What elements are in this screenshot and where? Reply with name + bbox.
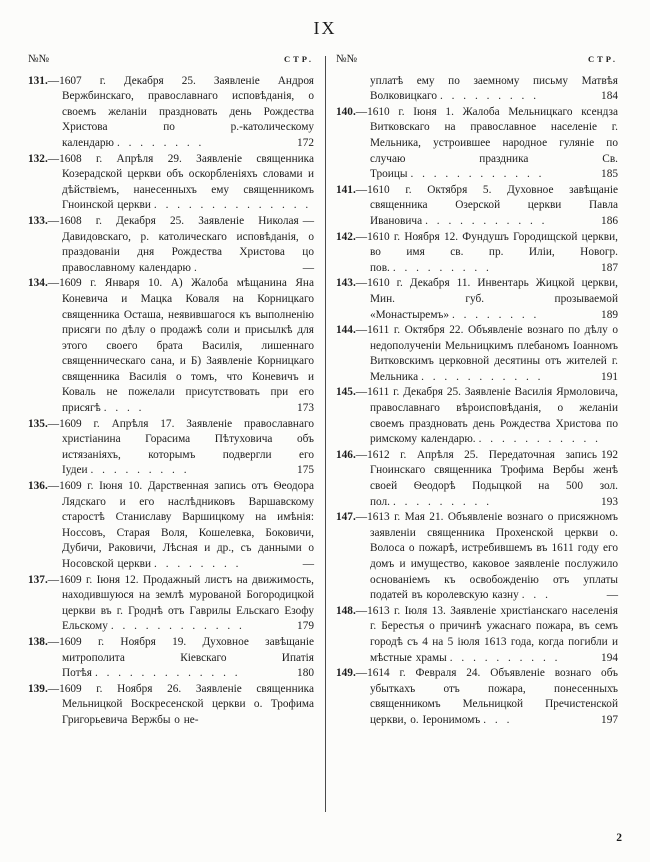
signature-mark: 2	[616, 832, 622, 844]
entry-text: —1609 г. Іюня 12. Продажный листъ на движимость, находившуюся на землѣ мурованой Богородицкой церкви въ г. Гроднѣ отъ Гаврилы Ельскаго Езофу Ельскому	[47, 573, 314, 633]
toc-entry	[336, 230, 618, 277]
page-column-header: СТР.	[587, 54, 618, 64]
dot-leader: . . . . . . . . . . .	[421, 370, 543, 383]
entry-number: 139.	[28, 682, 48, 695]
entry-page-ref: 180	[297, 667, 314, 680]
entry-text: уплатѣ ему по заемному письму Матвѣя Волковицкаго	[370, 74, 618, 103]
entry-page-ref: 192	[601, 448, 618, 461]
entry-text: —1610 г. Декабря 11. Инвентарь Жицкой церкви, Мин. губ. прозываемой «Монастыремъ»	[355, 277, 618, 321]
page-column-header: СТР.	[283, 54, 314, 64]
entry-page-ref: 172	[297, 136, 314, 149]
entry-page-ref: 186	[601, 214, 618, 227]
column-left-header	[28, 52, 314, 68]
entry-text: —1611 г. Октября 22. Объявленіе вознаго по дѣлу о недополученіи Мельницкимъ плебаномъ Іоанномъ Витковскимъ церковной десятины отъ жителей г. Мельника	[355, 324, 618, 383]
toc-entry	[28, 74, 314, 152]
toc-entry	[336, 448, 618, 510]
entry-text: —1612 г. Апрѣля 25. Передаточная запись Гноинскаго священника Трофима Вербы женѣ своей Ѳеодорѣ Подыцкой на 500 зол. пол.	[355, 448, 618, 508]
dot-leader: . . . . . . . . .	[393, 495, 492, 508]
dot-leader: . . . . . . . . . . . .	[410, 168, 544, 181]
entry-number: 132.	[28, 152, 48, 165]
toc-entry	[28, 682, 314, 729]
entry-text: —1611 г. Декабря 25. Заявленіе Василія Ярмоловича, православнаго вѣроисповѣданія, о желаніи своемъ праздновать день Рождества Христова по римскому календарю.	[355, 386, 618, 446]
entry-text: —1610 г. Іюня 1. Жалоба Мельницкаго ксендза Витковскаго на православное населеніе г. Мельника, устроившее народное гуляніе по случаю праздника Св. Троицы	[355, 105, 618, 181]
dot-leader: . . . . . . . . . . .	[425, 214, 547, 227]
column-right-header	[336, 52, 618, 68]
toc-entry	[336, 276, 618, 323]
toc-entry	[336, 666, 618, 728]
entry-page-ref: 189	[601, 308, 618, 321]
entry-number: 138.	[28, 635, 48, 648]
dot-leader: . . . . . . . . .	[90, 464, 190, 477]
entry-number: 143.	[336, 277, 356, 290]
dot-leader: .	[193, 261, 200, 274]
entry-number: 148.	[336, 604, 356, 617]
entry-page-ref: —	[302, 261, 314, 274]
dot-leader: . . . . . . . . . . .	[478, 433, 601, 446]
entry-text: —1607 г. Декабря 25. Заявленіе Андроя Вержбинскаго, православнаго исповѣданія, о своемъ желаніи праздновать день Рождества Христова по р.-католическому календарю	[47, 74, 314, 149]
entry-text: —1610 г. Октября 5. Духовное завѣщаніе священника Озерской церкви Павла Ивановича	[355, 183, 618, 227]
entry-page-ref: 173	[297, 402, 314, 415]
toc-entry-list-right	[336, 105, 618, 729]
entry-number: 146.	[336, 448, 356, 461]
entry-text: —1608 г. Апрѣля 29. Заявленіе священника Козерадской церкви объ оскорбленіяхъ словами и дѣйствіемъ, нанесенныхъ ему священникомъ Гноинской церкви	[47, 152, 314, 212]
column-right	[336, 52, 618, 729]
numbers-header: №№	[28, 53, 49, 65]
entry-page-ref: 185	[601, 168, 618, 181]
entry-text: —1609 г. Ноября 26. Заявленіе священника Мельницкой Воскресенской церкви о. Трофима Григорьевича Вержбы о не-	[47, 682, 314, 726]
entry-text: —1610 г. Ноября 12. Фундушъ Городищской церкви, во имя св. пр. Иліи, Новогр. пов.	[355, 230, 618, 274]
entry-page-ref: —	[302, 558, 314, 570]
toc-entry	[336, 323, 618, 385]
entry-number: 145.	[336, 386, 356, 399]
dot-leader: . . . . . . . .	[116, 136, 204, 149]
entry-page-ref: —	[606, 589, 618, 602]
entry-number: 142.	[336, 230, 356, 243]
entry-page-ref: 193	[601, 495, 618, 508]
toc-entry	[28, 479, 314, 573]
entry-page-ref: 187	[601, 261, 618, 274]
entry-text: —1614 г. Февраля 24. Объявленіе вознаго объ убыткахъ отъ пожара, понесенныхъ священникомъ Мельницкой Пречистенской церкви, о. Іеронимомъ	[355, 667, 618, 726]
entry-text: —1613 г. Іюля 13. Заявленіе христіанскаго населенія г. Берестья о причинѣ ужаснаго пожара, въ семъ городѣ съ 4 на 5 іюля 1613 года, когда погибли и мѣстные храмы	[355, 604, 618, 664]
entry-number: 144.	[336, 324, 356, 337]
toc-entry	[28, 214, 314, 276]
entry-number: 137.	[28, 573, 48, 586]
entry-page-ref: 175	[297, 464, 314, 477]
entry-text: —1609 г. Апрѣля 17. Заявленіе православнаго христіанина Горасима Пѣтуховича объ истязаніяхъ, которымъ подвергли его Іудеи	[47, 417, 314, 477]
entry-number: 135.	[28, 417, 48, 430]
column-left	[28, 52, 314, 729]
entry-text: —1608 г. Декабря 25. Заявленіе Николая Давидовскаго, р. католическаго исповѣданія, о праздованіи дня Рождества Христова цо православному календарю	[47, 214, 314, 274]
entry-number: 134.	[28, 277, 48, 290]
dot-leader: . . . . . . . . .	[440, 90, 539, 103]
entry-number: 131.	[28, 74, 48, 87]
dot-leader: . . . . . . . . . .	[449, 651, 560, 664]
toc-entry-list-left	[28, 74, 314, 729]
entry-page-ref: 194	[601, 651, 618, 664]
toc-entry	[28, 276, 314, 416]
toc-entry	[28, 417, 314, 479]
entry-text: —1609 г. Января 10. А) Жалоба мѣщанина Яна Коневича и Мацка Коваля на Корницкаго священника Осташа, неявившагося къ выполненію присяги по дѣлу о продажѣ соли и присылкѣ для этого своего брата Василія, лишеннаго священническаго сана, и Б) Заявленіе Корницкаго священника Василія о томъ, что Коневичъ и Коваль не пожелали присутствовать при его присягѣ	[47, 277, 314, 415]
dot-leader: . . . . . . . . . . . . . .	[153, 199, 311, 212]
entry-number: 147.	[336, 511, 356, 524]
entry-number: 149.	[336, 667, 356, 680]
dot-leader: . . . . . . . .	[154, 558, 241, 570]
entry-page-ref: 191	[601, 370, 618, 383]
entry-number: 136.	[28, 480, 48, 493]
entry-text: —1609 г. Іюня 10. Дарственная запись отъ Ѳеодора Лядскаго и его наслѣдниковъ Варшавскому старостѣ Станиславу Варшицкому на имѣнія: Носсовъ, Старая Воля, Кошелевка, Боковичи, Дубичи, Раковичи, Лѣсная и др., съ данными о Носовской церкви	[47, 480, 314, 570]
dot-leader: . . .	[483, 713, 512, 726]
column-divider	[325, 56, 326, 812]
dot-leader: . . . . . . . . .	[392, 261, 492, 274]
dot-leader: . . . . . . . .	[451, 308, 539, 321]
entry-page-ref: 197	[601, 713, 618, 726]
entry-number: 140.	[336, 105, 356, 118]
numbers-header: №№	[336, 53, 357, 65]
entry-page-ref: 179	[297, 620, 314, 633]
toc-entry	[336, 604, 618, 666]
entry-number: 141.	[336, 183, 356, 196]
toc-entry	[336, 105, 618, 183]
entry-text: —1613 г. Мая 21. Объявленіе вознаго о присяжномъ заявленіи священника Прохенской церкви о. Волоса о пожарѣ, истребившемъ въ 1611 году его домъ и имущество, каковое заявленіе послужило основаніемъ къ освобожденію отъ уплаты податей въ королевскую казну	[355, 511, 618, 602]
toc-entry	[28, 573, 314, 635]
toc-entry	[28, 635, 314, 682]
toc-entry	[336, 183, 618, 230]
toc-entry-continuation	[336, 74, 618, 105]
dot-leader: . . . . . . . . . . . . .	[94, 667, 241, 680]
entry-page-ref: 184	[601, 90, 618, 103]
dot-leader: . . . .	[103, 402, 144, 415]
dot-leader: . . . . . . . . . . . .	[110, 620, 245, 633]
entry-text: —1609 г. Ноября 19. Духовное завѣщаніе митрополита Кіевскаго Ипатія Потѣя	[47, 635, 314, 680]
entry-number: 133.	[28, 214, 48, 227]
toc-entry	[336, 510, 618, 604]
dot-leader: . . .	[521, 589, 551, 602]
entry-page-ref: —	[302, 214, 314, 227]
page-number-roman: IX	[313, 18, 337, 38]
